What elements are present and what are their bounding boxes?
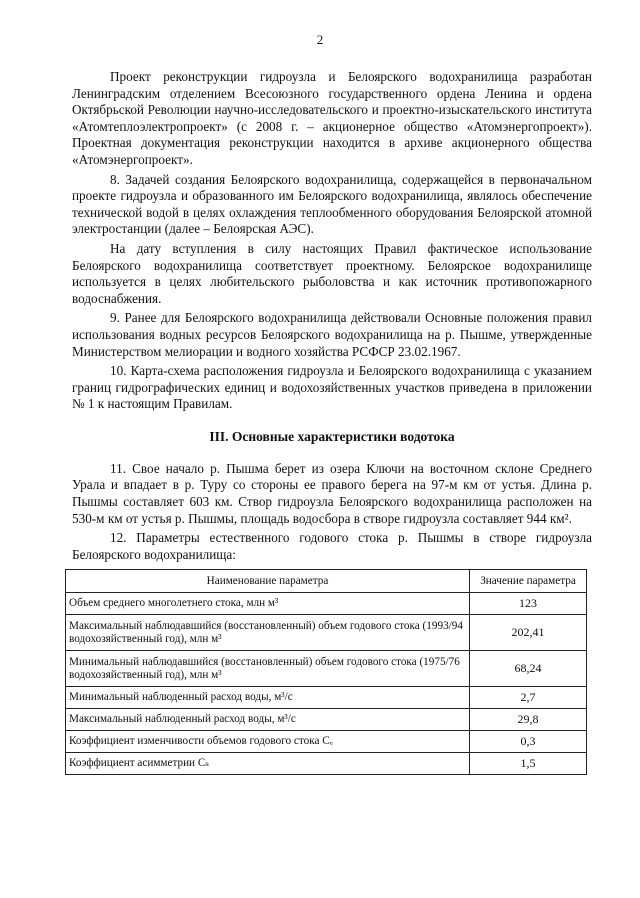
row-value: 68,24 (470, 651, 587, 687)
row-value: 29,8 (470, 709, 587, 731)
document-body (69, 69, 592, 775)
table-row (66, 709, 587, 731)
paragraph-project: Проект реконструкции гидроузла и Белоярского водохранилища разработан Ленинградским отделением Всесоюзного государственного ордена Ленина и ордена Октябрьской Революции научно-исследовательского и проектно-изыскательского института «Атомтеплоэлектропроект» (с 2008 г. – акционерное общество «Атомэнергопроект»). Проектная документация реконструкции находится в архиве акционерного общества «Атомэнергопроект». (72, 69, 592, 167)
parameters-table (65, 569, 587, 775)
header-parameter-name: Наименование параметра (66, 570, 470, 593)
table-row (66, 687, 587, 709)
table-row (66, 615, 587, 651)
table-row (66, 593, 587, 615)
table-header-row (66, 570, 587, 593)
table-row (66, 753, 587, 775)
paragraph-12: 12. Параметры естественного годового стока р. Пышмы в створе гидроузла Белоярского водохранилища: (72, 530, 592, 562)
row-value: 0,3 (470, 731, 587, 753)
paragraph-11: 11. Свое начало р. Пышма берет из озера Ключи на восточном склоне Среднего Урала и впадает в р. Туру со стороны ее правого берега на 97-м км от устья. Длина р. Пышмы составляет 603 км. Створ гидроузла Белоярского водохранилища расположен на 530-м км от устья р. Пышмы, площадь водосбора в створе гидроузла составляет 944 км². (72, 460, 592, 526)
row-name: Коэффициент асимметрии Cₛ (66, 753, 470, 775)
row-name: Максимальный наблюдавшийся (восстановленный) объем годового стока (1993/94 водохозяйственный год), млн м³ (66, 615, 470, 651)
paragraph-current-use: На дату вступления в силу настоящих Правил фактическое использование Белоярского водохранилища соответствует проектному. Белоярское водохранилище используется в целях любительского рыболовства и как источник противопожарного водоснабжения. (72, 240, 592, 306)
paragraph-10: 10. Карта-схема расположения гидроузла и Белоярского водохранилища с указанием границ гидрографических единиц и водохозяйственных участков приведена в приложении № 1 к настоящим Правилам. (72, 363, 592, 412)
page-number: 2 (316, 32, 324, 47)
table-row (66, 731, 587, 753)
header-parameter-value: Значение параметра (470, 570, 587, 593)
row-value: 123 (470, 593, 587, 615)
paragraph-9: 9. Ранее для Белоярского водохранилища действовали Основные положения правил использования водных ресурсов Белоярского водохранилища на р. Пышме, утвержденные Министерством мелиорации и водного хозяйства РСФСР 23.02.1967. (72, 310, 592, 359)
row-value: 1,5 (470, 753, 587, 775)
row-name: Минимальный наблюденный расход воды, м³/с (66, 687, 470, 709)
table-row (66, 651, 587, 687)
row-name: Минимальный наблюдавшийся (восстановленный) объем годового стока (1975/76 водохозяйственный год), млн м³ (66, 651, 470, 687)
row-name: Максимальный наблюденный расход воды, м³/с (66, 709, 470, 731)
paragraph-8: 8. Задачей создания Белоярского водохранилища, содержащейся в первоначальном проекте гидроузла и образованного им Белоярского водохранилища, являлось обеспечение технической водой в целях охлаждения теплообменного оборудования Белоярской атомной электростанции (далее – Белоярская АЭС). (72, 171, 592, 237)
row-name: Объем среднего многолетнего стока, млн м³ (66, 593, 470, 615)
row-name: Коэффициент изменчивости объемов годового стока Cᵥ (66, 731, 470, 753)
row-value: 2,7 (470, 687, 587, 709)
row-value: 202,41 (470, 615, 587, 651)
section-heading: III. Основные характеристики водотока (209, 428, 455, 444)
